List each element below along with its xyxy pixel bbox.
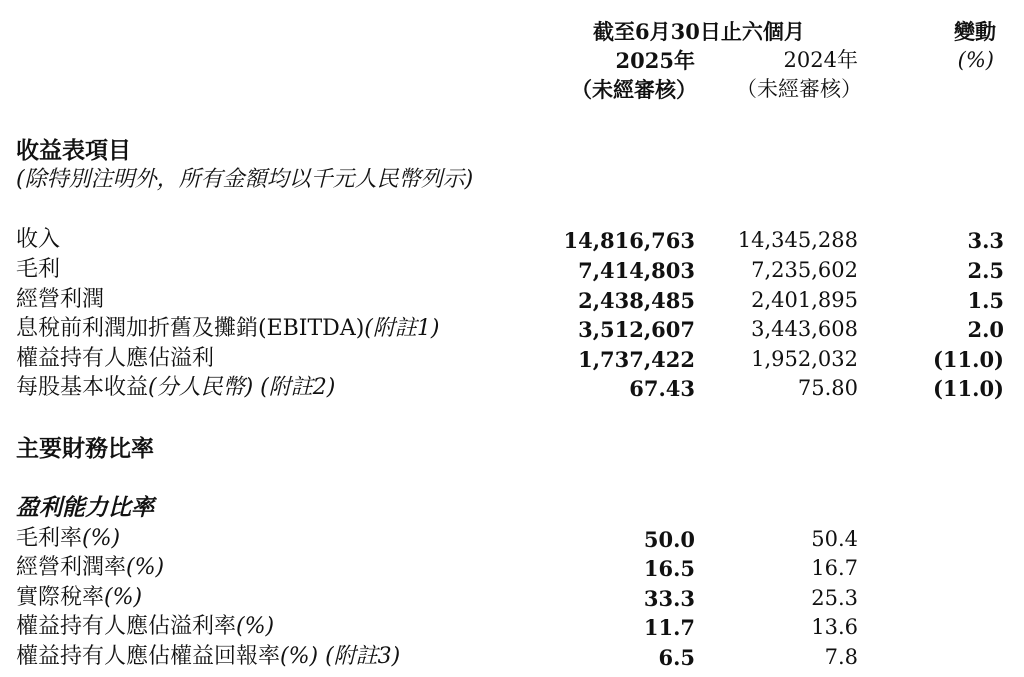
income-value-2025: 1,737,422 xyxy=(578,347,695,372)
year-2024-header: 2024年 xyxy=(783,48,858,72)
income-change: 3.3 xyxy=(967,228,1004,253)
income-value-2024: 2,401,895 xyxy=(751,288,858,312)
ratio-value-2024: 13.6 xyxy=(811,615,858,639)
income-value-2025: 7,414,803 xyxy=(578,258,695,283)
income-section-title: 收益表項目 xyxy=(16,137,131,164)
income-value-2025: 2,438,485 xyxy=(578,288,695,313)
ratio-row-label: 經營利潤率(%) xyxy=(16,555,165,580)
ratio-value-2024: 16.7 xyxy=(811,556,858,580)
income-section-note: (除特別注明外，所有金額均以千元人民幣列示) xyxy=(16,167,474,192)
ratio-row-label: 權益持有人應佔權益回報率(%) (附註3) xyxy=(16,644,401,669)
income-change: (11.0) xyxy=(932,376,1004,401)
change-header: 變動 xyxy=(954,19,996,44)
unaudited-2024-header: （未經審核） xyxy=(736,77,862,101)
ratio-value-2024: 7.8 xyxy=(824,645,858,669)
ratio-value-2025: 6.5 xyxy=(658,645,695,670)
income-value-2024: 7,235,602 xyxy=(751,258,858,282)
income-row-label: 經營利潤 xyxy=(16,287,105,312)
income-value-2025: 14,816,763 xyxy=(563,228,695,253)
unaudited-2025-header: （未經審核） xyxy=(571,77,697,102)
ratio-value-2025: 11.7 xyxy=(643,615,695,640)
income-row-label: 權益持有人應佔溢利 xyxy=(16,346,215,371)
ratio-row-label: 實際稅率(%) xyxy=(16,585,143,610)
ratio-value-2025: 16.5 xyxy=(643,556,695,581)
ratio-row-label: 毛利率(%) xyxy=(16,526,121,551)
income-change: 1.5 xyxy=(967,288,1004,313)
ratio-value-2025: 50.0 xyxy=(643,527,695,552)
income-value-2025: 3,512,607 xyxy=(578,317,695,342)
ratio-value-2025: 33.3 xyxy=(643,586,695,611)
income-value-2024: 14,345,288 xyxy=(737,228,858,252)
period-header: 截至6月30日止六個月 xyxy=(593,19,805,44)
income-value-2024: 75.80 xyxy=(797,376,858,400)
year-2025-header: 2025年 xyxy=(615,48,695,73)
income-row-label: 息稅前利潤加折舊及攤銷(EBITDA)(附註1) xyxy=(16,316,440,341)
ratio-value-2024: 25.3 xyxy=(811,586,858,610)
income-change: (11.0) xyxy=(932,347,1004,372)
ratio-row-label: 權益持有人應佔溢利率(%) xyxy=(16,614,275,639)
ratio-value-2024: 50.4 xyxy=(811,527,858,551)
income-value-2025: 67.43 xyxy=(629,376,695,401)
income-change: 2.0 xyxy=(967,317,1004,342)
ratios-section-title: 主要財務比率 xyxy=(16,435,154,462)
income-change: 2.5 xyxy=(967,258,1004,283)
income-row-label: 每股基本收益(分人民幣) (附註2) xyxy=(16,375,336,400)
income-row-label: 毛利 xyxy=(16,257,61,282)
income-value-2024: 1,952,032 xyxy=(751,347,858,371)
ratios-subtitle: 盈利能力比率 xyxy=(16,494,154,521)
income-value-2024: 3,443,608 xyxy=(751,317,858,341)
income-row-label: 收入 xyxy=(16,227,61,252)
change-unit-header: (%) xyxy=(957,48,994,72)
